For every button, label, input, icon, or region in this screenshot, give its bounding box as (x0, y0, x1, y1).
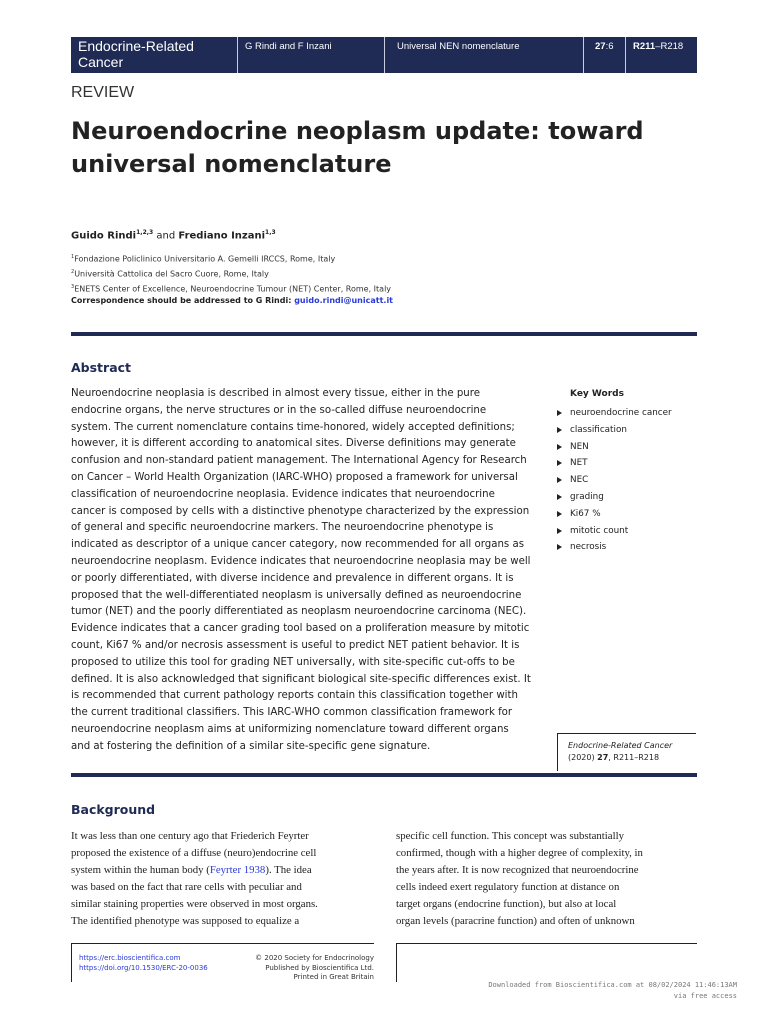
triangle-bullet-icon (557, 528, 562, 534)
abstract-text: Neuroendocrine neoplasia is described in almost every tissue, either in the pure endocrine organs, the nerve structures or in the so-called diffuse neuroendocrine system. The current nomenclature contains time-honored, widely accepted definitions; however, it is different according to anatomical sites. Diverse definitions may generate confusion and non-standard patient management. The International Agency for Research on Cancer – World Health Organization (IARC-WHO) proposed a framework for universal classification of neuroendocrine neoplasia. Evidence indicates that neuroendocrine cancer is composed by cells with a distinctive phenotype characterized by the expression of general and specific neuroendocrine markers. The neuroendocrine phenotype is indicated as descriptor of a unique cancer category, now recommended for all organs as neuroendocrine neoplasm. Evidence indicates that neuroendocrine neoplasia may be well or poorly differentiated, with diverse incidence and prevalence in different organs. It is proposed that the well-differentiated neoplasm is universally defined as neuroendocrine tumor (NET) and the poorly differentiated as neoplasm neuroendocrine carcinoma (NEC). Evidence indicates that a cancer grading tool based on a proliferation measure by mitotic count, Ki67 % and/or necrosis assessment is useful to predict NET patient behavior. It is proposed to utilize this tool for grading NET universally, with site-specific cut-offs to be defined. It is also acknowledged that significant biological site-specific differences exist. It is recommended that current pathology reports contain this classification together with the current traditional classifiers. This IARC-WHO common classification framework for neuroendocrine neoplasm aims at uniformizing nomenclature toward different organs and at fostering the definition of a similar site-specific gene signature. (71, 388, 531, 752)
journal-url-link[interactable]: https://erc.bioscientifica.com (79, 954, 181, 962)
affiliation-item: $^1$Fondazione Policlinico Universitario A. Gemelli IRCCS, Rome, Italy (71, 254, 336, 264)
keyword-item: classification (557, 422, 672, 439)
keyword-item: necrosis (557, 539, 672, 556)
running-authors: G Rindi and F Inzani (245, 41, 332, 52)
publisher-info: © 2020 Society for Endocrinology Published by Bioscientifica Ltd. Printed in Great Britain (255, 954, 374, 981)
banner-divider (625, 37, 626, 73)
triangle-bullet-icon (557, 477, 562, 483)
affiliation-item: $^2$Università Cattolica del Sacro Cuore, Rome, Italy (71, 269, 269, 279)
body-column-left: It was less than one century ago that Friederich Feyrter proposed the existence of a diffuse (neuro)endocrine cell system within the human body (Feyrter 1938). The idea was based on the fact that rare cells with peculiar and similar staining properties were observed in most organs. The identified phenotype was supposed to equalize a (71, 830, 318, 927)
triangle-bullet-icon (557, 460, 562, 466)
triangle-bullet-icon (557, 494, 562, 500)
keyword-item: NEN (557, 439, 672, 456)
keyword-item: grading (557, 489, 672, 506)
background-heading: Background (71, 802, 156, 817)
citation-box (557, 733, 696, 771)
triangle-bullet-icon (557, 410, 562, 416)
keywords-heading: Key Words (570, 389, 624, 399)
abstract-heading: Abstract (71, 360, 132, 375)
running-title: Universal NEN nomenclature (397, 41, 520, 52)
journal-name[interactable]: Endocrine-Related Cancer (78, 38, 194, 70)
triangle-bullet-icon (557, 427, 562, 433)
author-name[interactable]: Guido Rindi (71, 230, 137, 242)
correspondence: Correspondence should be addressed to G Rindi: guido.rindi@unicatt.it (71, 296, 394, 305)
journal-banner (71, 37, 697, 73)
keyword-item: mitotic count (557, 523, 672, 540)
body-column-right: specific cell function. This concept was substantially confirmed, though with a higher degree of complexity, in the years after. It is now recognized that neuroendocrine cells indeed exert regulatory function at distance on target organs (endocrine function), but also at local organ levels (paracrine function) and often of unknown (396, 830, 643, 927)
doi-link[interactable]: https://doi.org/10.1530/ERC-20-0036 (79, 963, 208, 972)
article-type: REVIEW (71, 84, 135, 101)
triangle-bullet-icon (557, 444, 562, 450)
keywords-list (557, 405, 672, 556)
keyword-item: NEC (557, 472, 672, 489)
volume-issue: 27:6 (595, 41, 614, 52)
banner-divider (384, 37, 385, 73)
divider-rule (71, 773, 697, 777)
banner-divider (583, 37, 584, 73)
footer-right (396, 943, 697, 982)
reference-link[interactable]: Feyrter 1938 (209, 864, 266, 876)
keyword-item: Ki67 % (557, 506, 672, 523)
triangle-bullet-icon (557, 511, 562, 517)
banner-divider (237, 37, 238, 73)
author-list: Guido Rindi$^{1,2,3}$ and Frediano Inzani$^{1,3}$ (71, 229, 276, 242)
keyword-item: NET (557, 455, 672, 472)
keyword-item: neuroendocrine cancer (557, 405, 672, 422)
divider-rule (71, 332, 697, 336)
footer-left (71, 943, 374, 982)
footer-links (79, 954, 208, 973)
article-title: Neuroendocrine neoplasm update: toward universal nomenclature (71, 117, 644, 178)
affiliation-item: $^3$ENETS Center of Excellence, Neuroendocrine Tumour (NET) Center, Rome, Italy (71, 284, 392, 294)
correspondence-email-link[interactable]: guido.rindi@unicatt.it (294, 296, 394, 305)
author-name[interactable]: Frediano Inzani (178, 230, 266, 242)
affiliations (71, 251, 391, 296)
citation-journal: Endocrine-Related Cancer (568, 741, 673, 750)
triangle-bullet-icon (557, 544, 562, 550)
page-range: R211–R218 (633, 41, 684, 52)
citation-details: (2020) 27, R211–R218 (568, 753, 660, 762)
download-stamp: Downloaded from Bioscientifica.com at 08/02/2024 11:46:13AM via free access (488, 981, 737, 1000)
